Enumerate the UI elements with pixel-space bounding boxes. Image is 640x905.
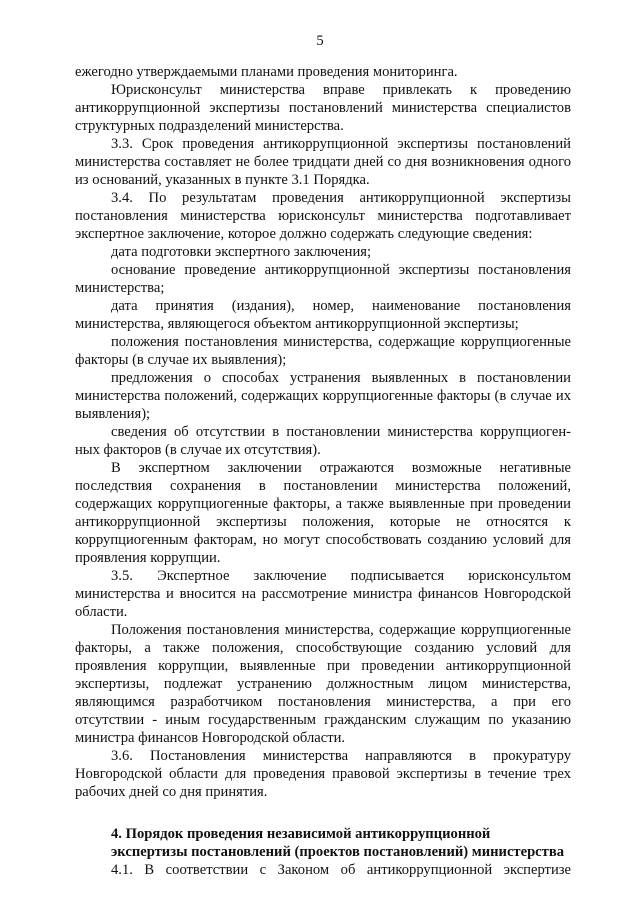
paragraph: предложения о способах устранения выявленных в постановлении министерства положений, содержащих коррупциогенные факторы (в случае их выявления); [75, 370, 571, 422]
paragraph: дата подготовки экспертного заключения; [111, 244, 372, 260]
paragraph: сведения об отсутствии в постановлении министерства коррупциоген-ных факторов (в случае их отсутствия). [75, 424, 571, 458]
paragraph: основание проведение антикоррупционной экспертизы постановления министерства; [75, 262, 571, 296]
paragraph: ежегодно утверждаемыми планами проведения мониторинга. [75, 64, 458, 80]
section-heading-line-1: 4. Порядок проведения независимой антикоррупционной [111, 826, 491, 842]
paragraph: 3.3. Срок проведения антикоррупционной экспертизы постановлений министерства составляет не более тридцати дней со дня возникновения одного из оснований, указанных в пункте 3.1 Порядка. [75, 136, 571, 188]
paragraph: Положения постановления министерства, содержащие коррупциогенные факторы, а также положения, способствующие созданию условий для проявления коррупции, выявленные при проведении антикоррупционной экспертизы, подлежат устранению должностным лицом министерства, являющимся разработчиком постановления министерства, а при его отсутствии - иным государственным гражданским служащим по указанию министра финансов Новгородской области. [75, 622, 571, 746]
page-number: 5 [316, 33, 324, 49]
paragraph: дата принятия (издания), номер, наименование постановления министерства, являющегося объектом антикоррупционной экспертизы; [75, 298, 571, 332]
paragraph: Юрисконсульт министерства вправе привлекать к проведению антикоррупционной экспертизы постановлений министерства специалистов структурных подразделений министерства. [75, 82, 571, 134]
section-heading-line-2: экспертизы постановлений (проектов постановлений) министерства [111, 844, 565, 860]
paragraph: 3.5. Экспертное заключение подписывается юрисконсультом министерства и вносится на рассмотрение министра финансов Новгородской области. [75, 568, 571, 620]
section-gap [75, 801, 571, 825]
paragraph: 3.4. По результатам проведения антикоррупционной экспертизы постановления министерства юрисконсульт министерства подготавливает экспертное заключение, которое должно содержать следующие сведения: [75, 190, 571, 242]
document-body [75, 63, 571, 879]
paragraph: 4.1. В соответствии с Законом об антикоррупционной экспертизе [111, 862, 571, 878]
paragraph: 3.6. Постановления министерства направляются в прокуратуру Новгородской области для проведения правовой экспертизы в течение трех рабочих дней со дня принятия. [75, 748, 571, 800]
paragraph: положения постановления министерства, содержащие коррупциогенные факторы (в случае их выявления); [75, 334, 571, 368]
paragraph: В экспертном заключении отражаются возможные негативные последствия сохранения в постановлении министерства положений, содержащих коррупциогенные факторы, а также выявленные при проведении антикоррупционной экспертизы положения, которые не относятся к коррупциогенным факторам, но могут способствовать созданию условий для проявления коррупции. [75, 460, 571, 566]
